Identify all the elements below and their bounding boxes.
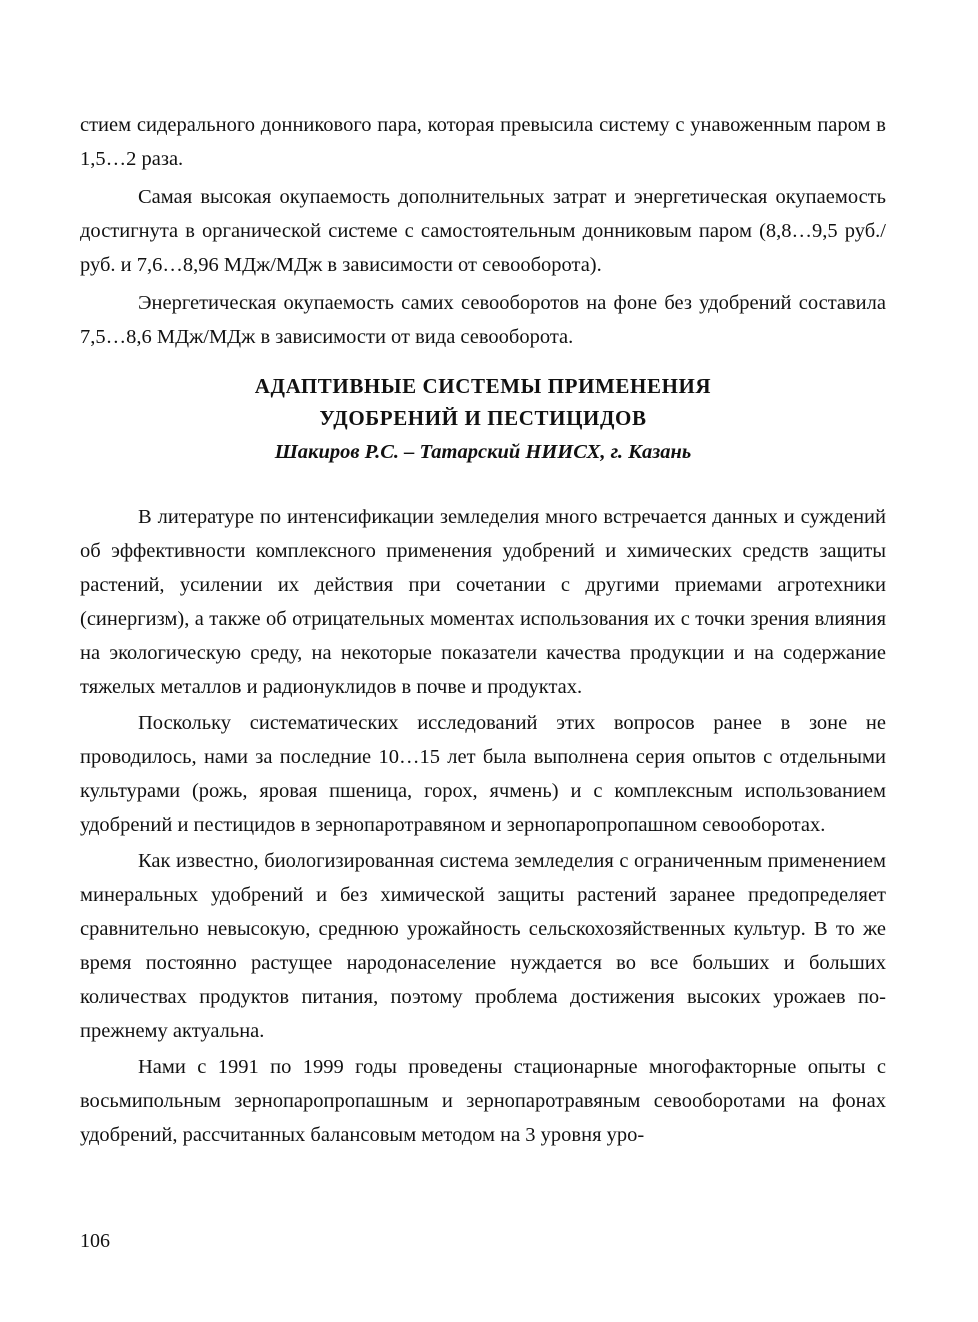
article-heading xyxy=(80,370,886,468)
paragraph-biologized: Как известно, биологизированная система земледелия с ограниченным применением минеральных удобрений и без химической защиты растений заранее предопределяет сравнительно невысокую, среднюю урожайность сельскохозяйственных культур. В то же время постоянно растущее народонаселение нуждается во все больших и больших количествах продуктов питания, поэтому проблема достижения высоких урожаев по-прежнему актуальна. xyxy=(80,850,886,1042)
paragraph-experiments: Нами с 1991 по 1999 годы проведены стационарные многофакторные опыты с восьмипольным зернопаропропашным и зернопаротравяным севооборотами на фонах удобрений, рассчитанных балансовым методом на 3 уровня уро- xyxy=(80,1056,886,1146)
paragraph-payback: Самая высокая окупаемость дополнительных затрат и энергетическая окупаемость достигнута в органической системе с самостоятельным донниковым паром (8,8…9,5 руб./руб. и 7,6…8,96 МДж/МДж в зависимости от севооборота). xyxy=(80,186,886,276)
paragraph-continuation: стием сидерального донникового пара, которая превысила систему с унавоженным паром в 1,5…2 раза. xyxy=(80,114,886,170)
paragraph-energy-payback: Энергетическая окупаемость самих севооборотов на фоне без удобрений составила 7,5…8,6 МДж/МДж в зависимости от вида севооборота. xyxy=(80,292,886,348)
article-title-line-2: УДОБРЕНИЙ И ПЕСТИЦИДОВ xyxy=(319,406,647,430)
continued-section xyxy=(80,108,886,354)
paragraph-literature: В литературе по интенсификации земледелия много встречается данных и суждений об эффективности комплексного применения удобрений и химических средств защиты растений, усилении их действия при сочетании с другими приемами агротехники (синергизм), а также об отрицательных моментах использования их с точки зрения влияния на экологическую среду, на некоторые показатели качества продукции и на содержание тяжелых металлов и радионуклидов в почве и продуктах. xyxy=(80,506,886,698)
article-title-line-1: АДАПТИВНЫЕ СИСТЕМЫ ПРИМЕНЕНИЯ xyxy=(254,374,712,398)
article-body xyxy=(80,500,886,1152)
article-author: Шакиров Р.С. – Татарский НИИСХ, г. Казань xyxy=(274,441,692,463)
page-number: 106 xyxy=(80,1230,110,1252)
paragraph-research: Поскольку систематических исследований этих вопросов ранее в зоне не проводилось, нами за последние 10…15 лет была выполнена серия опытов с отдельными культурами (рожь, яровая пшеница, горох, ячмень) и с комплексным использованием удобрений и пестицидов в зернопаротравяном и зернопаропропашном севооборотах. xyxy=(80,712,886,836)
